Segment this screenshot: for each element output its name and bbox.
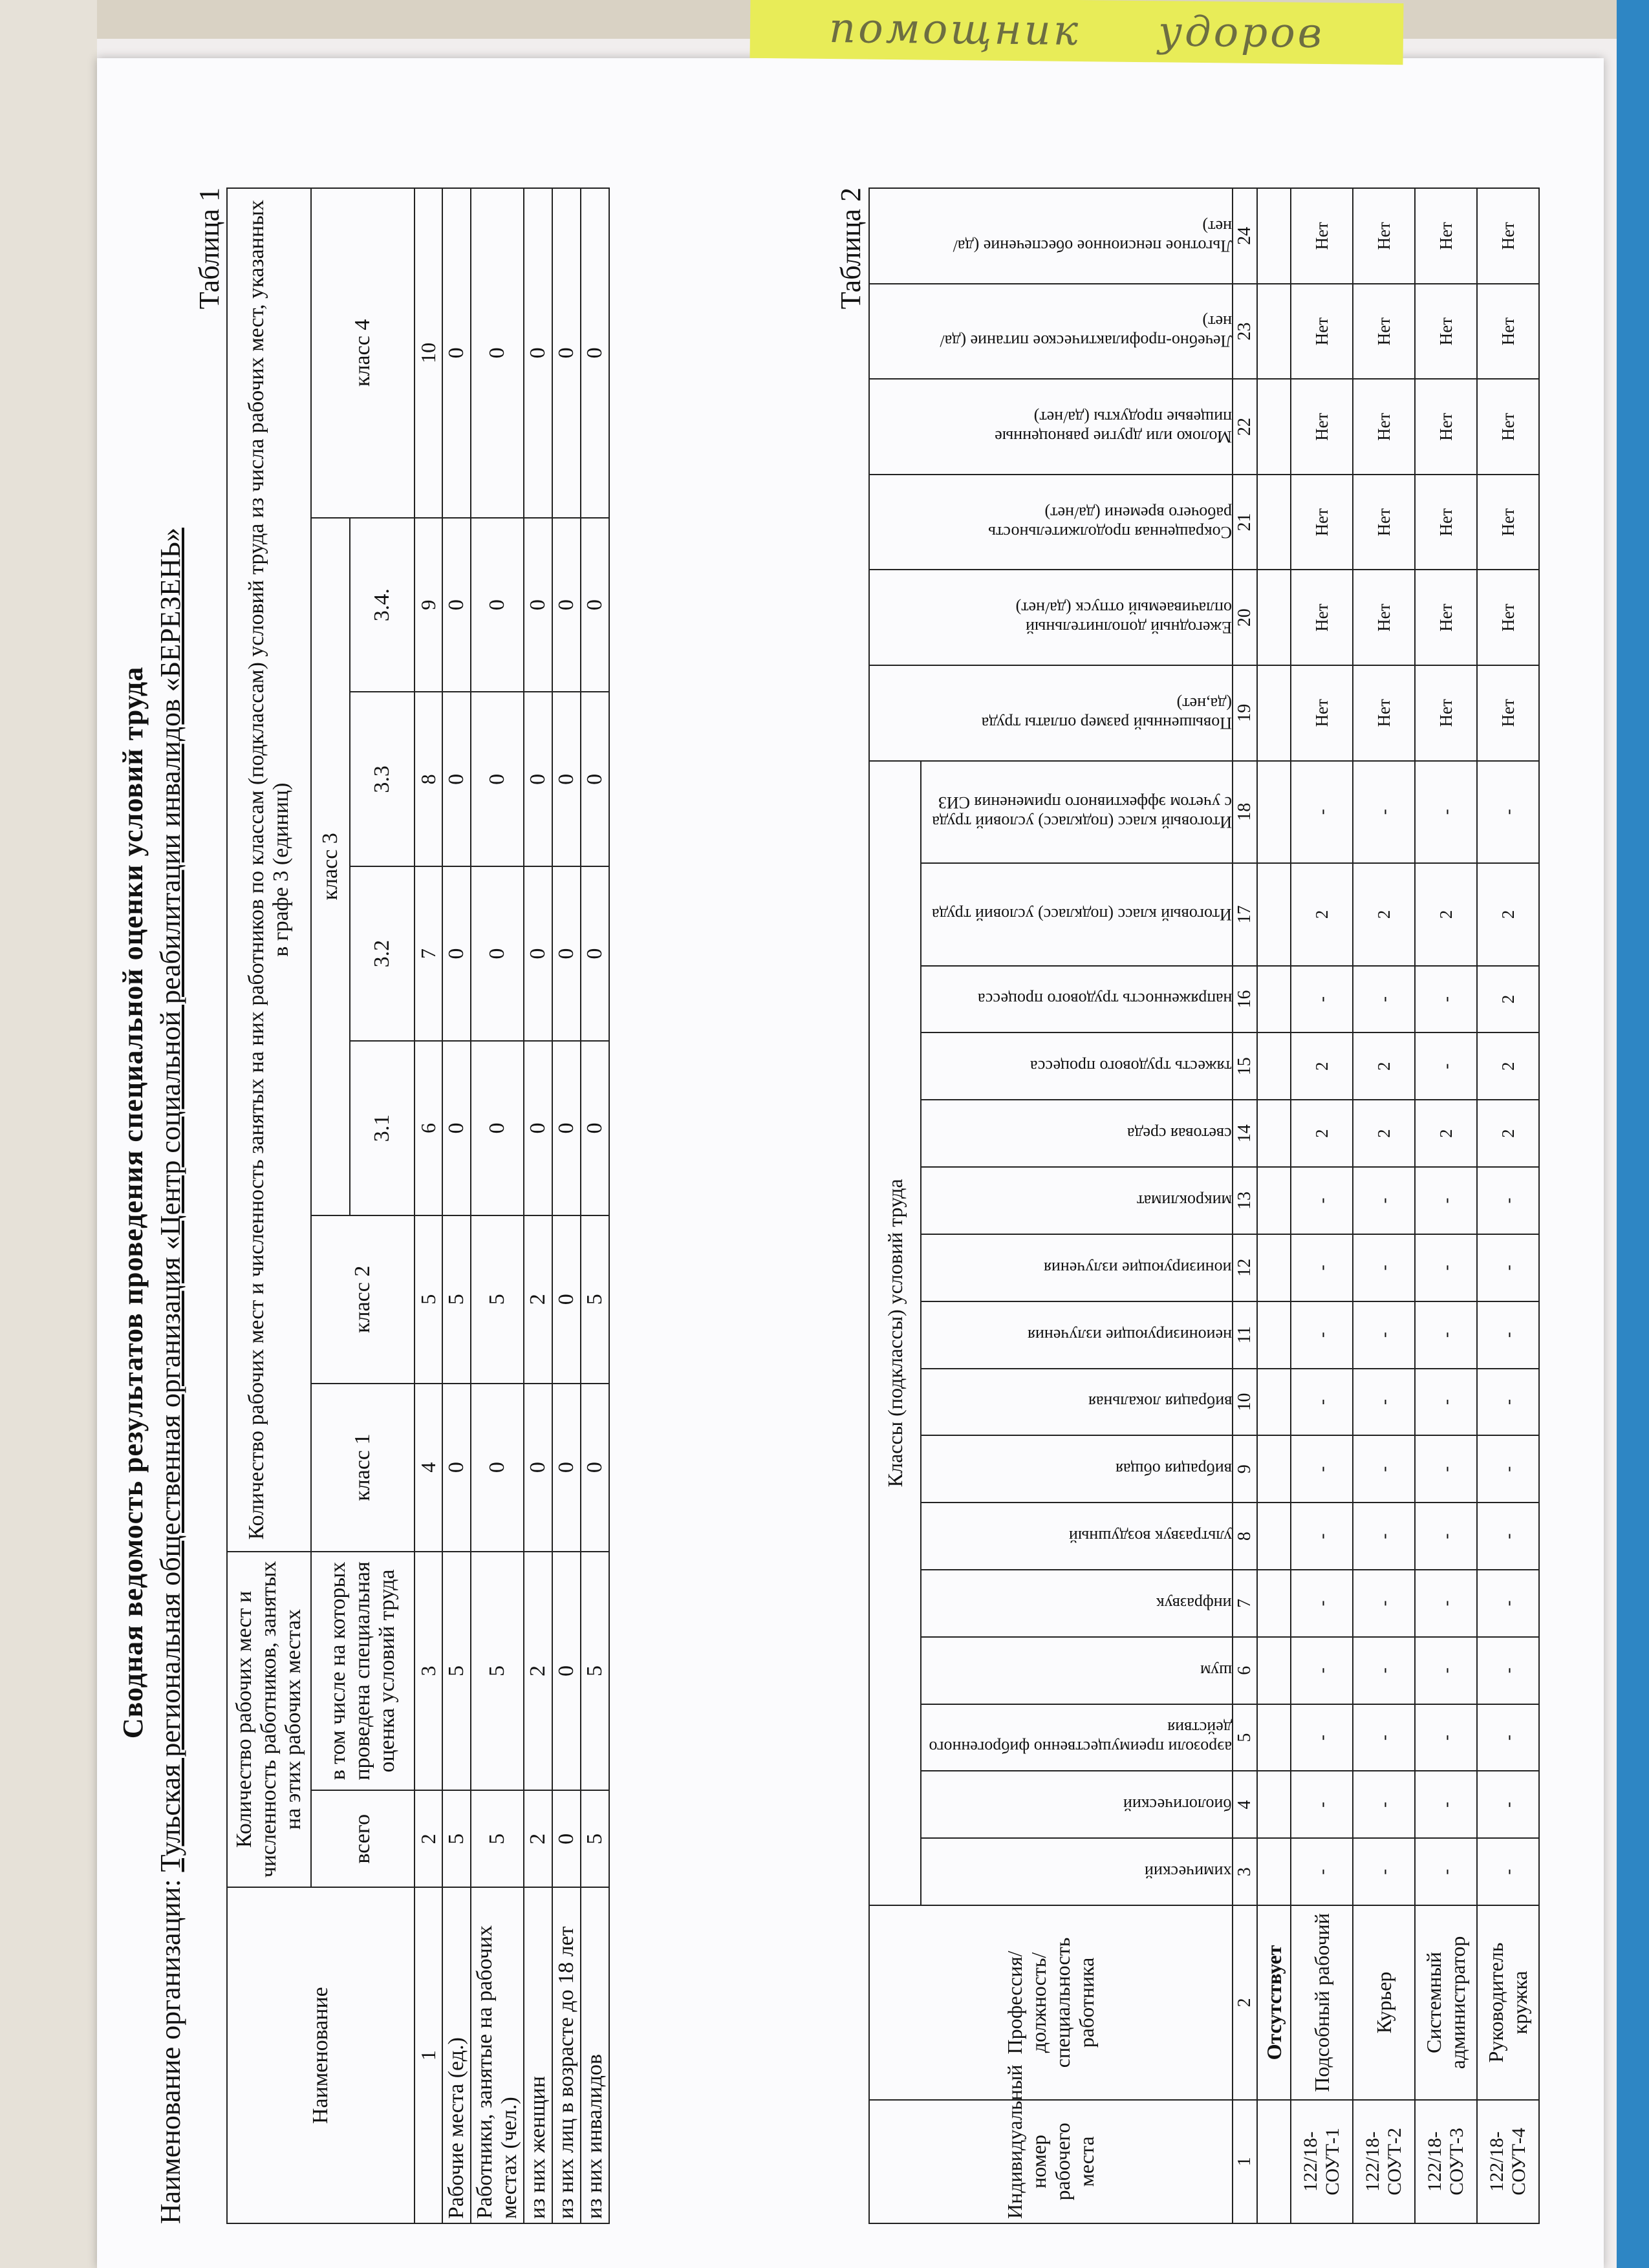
t1-cell: 2 [524,1552,552,1791]
t2-factor-label: напряженность трудового процесса [977,990,1232,1009]
t2-cell: - [1415,1570,1477,1637]
t2-cell: - [1291,1503,1353,1570]
t2-cell: - [1353,1234,1415,1301]
t2-cell: 2 [1353,863,1415,965]
t2-cell: - [1291,1771,1353,1838]
t1-cell: 0 [442,866,471,1041]
t2-cell [1257,1838,1291,1905]
t2-cell: - [1415,1704,1477,1771]
t2-cell: - [1477,1369,1539,1436]
t2-cell [1257,966,1291,1033]
t2-factor-label: биологический [1123,1795,1232,1815]
t2-colnum: 23 [1233,284,1257,380]
t1-cell: 0 [581,188,609,518]
t2-cell: 2 [1477,966,1539,1033]
t2-cell [1257,570,1291,665]
t2-header-factor [869,284,1233,380]
t2-cell [1257,1771,1291,1838]
t1-cell: 0 [581,1384,609,1552]
t1-row-workplaces [442,188,471,2223]
t2-cell: Нет [1353,570,1415,665]
t2-cell: - [1353,1570,1415,1637]
t1-header-class4: класс 4 [311,188,415,518]
t1-row-workers [471,188,524,2223]
t2-cell [1257,379,1291,475]
t2-cell: - [1477,1637,1539,1704]
t2-job-title: Курьер [1353,1905,1415,2100]
t2-cell: - [1415,1637,1477,1704]
t2-factor-label: Ежегодный дополнительный оплачиваемый отпуск (да/нет) [1015,599,1232,637]
t2-cell: - [1415,966,1477,1033]
t2-cell: Нет [1477,570,1539,665]
organization-line [154,181,187,2224]
t2-colnum: 15 [1233,1032,1257,1100]
sticky-note [750,0,1404,65]
t1-cell: 2 [524,1215,552,1384]
t2-cell: Нет [1415,188,1477,284]
t2-header-factor [921,1301,1233,1369]
t2-cell: 2 [1415,1100,1477,1167]
t1-cell: 0 [442,518,471,692]
t2-cell [1257,188,1291,284]
t1-header-class3: класс 3 [311,518,350,1215]
rotated-document-content [116,181,1531,2224]
t1-header-workplaces: Количество рабочих мест и численность работников, занятых на этих рабочих местах [227,1552,311,1888]
t2-factor-label: Повышенный размер оплаты труда (да,нет) [981,694,1232,733]
t1-cell: 0 [442,692,471,866]
t1-cell: 0 [552,518,581,692]
t2-colnum: 13 [1233,1167,1257,1234]
t2-header-factor [921,863,1233,965]
t1-colnum: 6 [415,1041,442,1215]
t2-factor-label: ультразвук воздушный [1068,1527,1232,1546]
t1-cell: 0 [552,866,581,1041]
t2-cell: - [1415,1301,1477,1369]
t2-cell: Нет [1353,475,1415,570]
t2-header-factor [869,188,1233,284]
t1-colnum: 5 [415,1215,442,1384]
t2-cell: - [1477,1234,1539,1301]
t2-cell: - [1353,1435,1415,1503]
desk-background [0,0,97,2268]
t2-header-factor [921,966,1233,1033]
document-title: Сводная ведомость результатов проведения специальной оценки условий труда [117,666,149,1739]
t2-colnum: 22 [1233,379,1257,475]
t2-cell: Нет [1291,188,1353,284]
t1-header-sout: в том числе на которых проведена специальная оценка условий труда [311,1552,415,1791]
t2-header-factor [921,1771,1233,1838]
t2-cell: - [1353,1704,1415,1771]
t1-header-3-4: 3.4. [350,518,415,692]
t2-colnum: 4 [1233,1771,1257,1838]
t2-factor-label: Молоко или другие равноценные пищевые продукты (да/нет) [995,408,1232,447]
t2-colnum: 1 [1233,2100,1257,2223]
t1-header-3-3: 3.3 [350,692,415,866]
t1-cell: 0 [471,188,524,518]
t1-cell: 0 [552,188,581,518]
t1-cell: 0 [524,692,552,866]
t1-cell: 0 [471,692,524,866]
t2-cell: - [1415,1234,1477,1301]
t2-workplace-id: 122/18-СОУТ-2 [1353,2100,1415,2223]
t2-cell: 2 [1291,1032,1353,1100]
t2-cell: 2 [1477,1100,1539,1167]
t1-row-under18 [552,188,581,2223]
t2-workplace-id: 122/18-СОУТ-4 [1477,2100,1539,2223]
t2-row-sout-2 [1353,188,1415,2223]
t1-row-name: из них инвалидов [581,1887,609,2223]
t1-cell: 5 [471,1790,524,1887]
t2-cell [1257,2100,1291,2223]
t2-cell: - [1353,1771,1415,1838]
t2-colnum: 17 [1233,863,1257,965]
t2-colnum: 18 [1233,761,1257,864]
t1-cell: 0 [471,518,524,692]
t2-factor-label: тяжесть трудового процесса [1030,1057,1232,1076]
t1-header-3-1: 3.1 [350,1041,415,1215]
t2-cell: Нет [1291,665,1353,761]
t2-cell: - [1477,1435,1539,1503]
t2-cell [1257,1637,1291,1704]
t2-header-factor [921,1369,1233,1436]
t2-factor-label: Итоговый класс (подкласс) условий труда [932,905,1232,925]
t2-cell: - [1353,761,1415,864]
t2-cell: Нет [1353,188,1415,284]
t2-factor-label: вибрация общая [1116,1460,1232,1479]
t1-cell: 0 [471,1041,524,1215]
t2-cell [1257,1369,1291,1436]
t2-cell: - [1477,761,1539,864]
t1-colnum: 3 [415,1552,442,1791]
t2-cell [1257,665,1291,761]
t2-colnum: 5 [1233,1704,1257,1771]
t2-cell: - [1353,1301,1415,1369]
t2-row-sout-4 [1477,188,1539,2223]
t2-cell: - [1353,1637,1415,1704]
organization-prefix: Наименование организации: [155,1872,186,2224]
t2-cell: Нет [1353,379,1415,475]
t2-cell: - [1291,1167,1353,1234]
t1-cell: 0 [524,866,552,1041]
t2-cell [1257,1167,1291,1234]
t2-colnum: 6 [1233,1637,1257,1704]
t1-cell: 0 [442,188,471,518]
t2-colnum: 21 [1233,475,1257,570]
t2-cell [1257,1301,1291,1369]
t2-cell: - [1353,1503,1415,1570]
t2-colnum: 2 [1233,1905,1257,2100]
t2-job-title: Подсобный рабочий [1291,1905,1353,2100]
t2-cell: - [1353,1838,1415,1905]
t2-header-factor [869,379,1233,475]
table1-summary [226,187,610,2224]
t2-colnum: 14 [1233,1100,1257,1167]
t2-header-factor [869,475,1233,570]
t2-cell: - [1291,1234,1353,1301]
t2-column-numbers [1233,188,1257,2223]
t1-cell: 5 [581,1215,609,1384]
t2-cell: Нет [1477,475,1539,570]
t2-cell: - [1477,1503,1539,1570]
t1-cell: 5 [442,1552,471,1791]
t2-header-factor [921,1435,1233,1503]
t1-header-total: всего [311,1790,415,1887]
t2-cell: 2 [1415,863,1477,965]
t1-cell: 0 [581,692,609,866]
t1-colnum: 8 [415,692,442,866]
t1-cell: 0 [524,1384,552,1552]
t1-header-class2: класс 2 [311,1215,415,1384]
t2-cell: - [1477,1301,1539,1369]
t1-cell: 5 [581,1790,609,1887]
t2-header-factor [921,1234,1233,1301]
t2-cell: - [1477,1838,1539,1905]
t2-cell: - [1291,761,1353,864]
t1-cell: 5 [442,1215,471,1384]
t2-cell: - [1291,1838,1353,1905]
t2-cell: - [1477,1704,1539,1771]
t2-cell: - [1477,1771,1539,1838]
t1-cell: 0 [471,1384,524,1552]
t2-cell: - [1415,761,1477,864]
t2-row-absent [1257,188,1291,2223]
t2-cell: - [1291,1704,1353,1771]
t2-workplace-id: 122/18-СОУТ-3 [1415,2100,1477,2223]
t2-colnum: 3 [1233,1838,1257,1905]
t2-cell: Нет [1415,379,1477,475]
t2-cell: - [1415,1503,1477,1570]
t2-header-factor [869,570,1233,665]
t2-factor-label: Льготное пенсионное обеспечение (да/нет) [953,217,1232,255]
t2-cell: 2 [1291,1100,1353,1167]
t1-cell: 2 [524,1790,552,1887]
t2-cell: Нет [1353,665,1415,761]
t1-colnum: 4 [415,1384,442,1552]
t1-row-name: Рабочие места (ед.) [442,1887,471,2223]
t2-cell: Нет [1477,379,1539,475]
t2-factor-label: Итоговый класс (подкласс) условий труда с учетом эффективного применения СИЗ [932,793,1232,831]
t2-factor-label: аэрозоли преимущественно фиброгенного действия [929,1718,1232,1757]
t2-header-factor [921,761,1233,864]
t2-colnum: 11 [1233,1301,1257,1369]
t2-cell: 2 [1291,863,1353,965]
t2-factor-label: инфразвук [1156,1594,1232,1613]
t2-job-title: Системный администратор [1415,1905,1477,2100]
t1-colnum: 10 [415,188,442,518]
t2-cell: - [1415,1771,1477,1838]
t1-cell: 0 [524,518,552,692]
t2-cell: - [1415,1369,1477,1436]
t2-cell: - [1353,1167,1415,1234]
t2-factor-label: шум [1200,1661,1232,1680]
t1-cell: 0 [442,1384,471,1552]
t2-factor-label: неионизирующие излучения [1028,1325,1232,1345]
t2-cell: - [1477,1167,1539,1234]
t1-cell: 5 [442,1790,471,1887]
t1-cell: 0 [552,1384,581,1552]
t1-cell: 0 [552,1041,581,1215]
t2-cell: Нет [1477,188,1539,284]
t2-cell: - [1353,966,1415,1033]
t2-cell: Нет [1477,284,1539,380]
t1-row-name: Работники, занятые на рабочих местах (чел.) [471,1887,524,2223]
t2-header-factor [921,1032,1233,1100]
table1-caption: Таблица 1 [193,187,225,310]
t2-cell: Нет [1415,665,1477,761]
t1-cell: 0 [581,518,609,692]
t2-colnum: 24 [1233,188,1257,284]
t2-factor-label: вибрация локальная [1088,1393,1232,1412]
t2-cell: - [1291,1570,1353,1637]
t1-cell: 5 [581,1552,609,1791]
t2-factor-label: ионизирующие излучения [1044,1258,1232,1278]
t1-cell: 0 [581,866,609,1041]
t1-column-numbers [415,188,442,2223]
t2-colnum: 10 [1233,1369,1257,1436]
t2-cell: Нет [1291,570,1353,665]
t2-header-factor [869,665,1233,761]
t2-colnum: 9 [1233,1435,1257,1503]
t2-row-sout-1 [1291,188,1353,2223]
t2-cell: - [1291,1301,1353,1369]
t2-cell [1257,863,1291,965]
t2-header-factor [921,1570,1233,1637]
t1-row-name: из них лиц в возрасте до 18 лет [552,1887,581,2223]
t2-colnum: 19 [1233,665,1257,761]
t2-cell: 2 [1477,1032,1539,1100]
t1-cell: 0 [552,692,581,866]
t2-cell: - [1291,1637,1353,1704]
t2-cell: Нет [1415,284,1477,380]
t1-cell: 5 [471,1552,524,1791]
t2-factor-label: Лечебно-профилактическое питание (да/нет) [940,312,1232,351]
t2-header-profession: Профессия/ должность/ специальность работника [869,1905,1233,2100]
t2-cell [1257,475,1291,570]
t1-header-classes: Количество рабочих мест и численность занятых на них работников по классам (подклассам) условий труда из числа рабочих мест, указанных в графе 3 (единиц) [227,188,311,1552]
t1-cell: 0 [524,1041,552,1215]
t2-cell: 2 [1353,1032,1415,1100]
t1-colnum: 9 [415,518,442,692]
t2-cell [1257,1503,1291,1570]
t1-colnum: 1 [415,1887,442,2223]
t2-header-factor [921,1167,1233,1234]
t2-cell: - [1291,966,1353,1033]
t2-header-factor [921,1637,1233,1704]
t2-colnum: 20 [1233,570,1257,665]
t2-cell: - [1353,1369,1415,1436]
organization-name: Тульская региональная общественная организация «Центр социальной реабилитации инвалидов «БЕРЕЗЕНЬ» [155,528,186,1872]
t2-cell: Нет [1291,475,1353,570]
t2-colnum: 12 [1233,1234,1257,1301]
t2-cell: - [1415,1435,1477,1503]
t1-cell: 0 [552,1215,581,1384]
t2-cell: 2 [1477,863,1539,965]
t2-cell: Нет [1291,379,1353,475]
t2-cell: - [1291,1369,1353,1436]
t2-header-factor [921,1100,1233,1167]
t1-cell: 0 [471,866,524,1041]
t2-cell: - [1291,1435,1353,1503]
t2-factor-label: Сокращенная продолжительность рабочего времени (да/нет) [988,503,1232,542]
t2-cell [1257,1435,1291,1503]
t2-cell [1257,1032,1291,1100]
t1-header-3-2: 3.2 [350,866,415,1041]
t2-cell: Нет [1353,284,1415,380]
t2-job-title: Руководитель кружка [1477,1905,1539,2100]
t2-colnum: 8 [1233,1503,1257,1570]
t2-colnum: 16 [1233,966,1257,1033]
sticky-note-text-1: помощник [828,4,1081,55]
t2-factor-label: микроклимат [1136,1191,1232,1210]
t2-cell: Нет [1291,284,1353,380]
blue-folder-edge [1617,0,1649,2268]
t2-cell [1257,1704,1291,1771]
t2-cell: - [1477,1570,1539,1637]
t2-cell [1257,1234,1291,1301]
t1-colnum: 7 [415,866,442,1041]
t2-cell [1257,284,1291,380]
t2-absent-label: Отсутствует [1257,1905,1291,2100]
t2-row-sout-3 [1415,188,1477,2223]
t1-cell: 0 [524,188,552,518]
table2-caption: Таблица 2 [835,187,867,310]
t2-header-classes: Классы (подклассы) условий труда [869,761,921,1906]
t1-row-name: из них женщин [524,1887,552,2223]
t2-cell: Нет [1415,475,1477,570]
t1-row-disabled [581,188,609,2223]
t1-header-name: Наименование [227,1887,415,2223]
t1-cell: 0 [442,1041,471,1215]
t1-colnum: 2 [415,1790,442,1887]
sticky-note-text-2: удоров [1158,7,1325,58]
t2-header-factor [921,1838,1233,1905]
t1-row-women [524,188,552,2223]
t2-cell: 2 [1353,1100,1415,1167]
t2-cell: Нет [1477,665,1539,761]
t2-cell: - [1415,1167,1477,1234]
t2-workplace-id: 122/18-СОУТ-1 [1291,2100,1353,2223]
t1-cell: 5 [471,1215,524,1384]
t2-header-factor [921,1503,1233,1570]
t2-header-id: Индивидуальный номер рабочего места [869,2100,1233,2223]
t2-cell: Нет [1415,570,1477,665]
t1-cell: 0 [552,1790,581,1887]
t1-header-class1: класс 1 [311,1384,415,1552]
t2-header-factor [921,1704,1233,1771]
t2-cell: - [1415,1838,1477,1905]
t2-colnum: 7 [1233,1570,1257,1637]
t1-cell: 0 [552,1552,581,1791]
t2-factor-label: световая среда [1127,1124,1232,1144]
t2-factor-label: химический [1145,1863,1232,1882]
t2-cell [1257,1100,1291,1167]
t2-cell [1257,761,1291,864]
t1-cell: 0 [581,1041,609,1215]
t2-cell: - [1415,1032,1477,1100]
t2-cell [1257,1570,1291,1637]
table2-workplaces [868,187,1540,2224]
